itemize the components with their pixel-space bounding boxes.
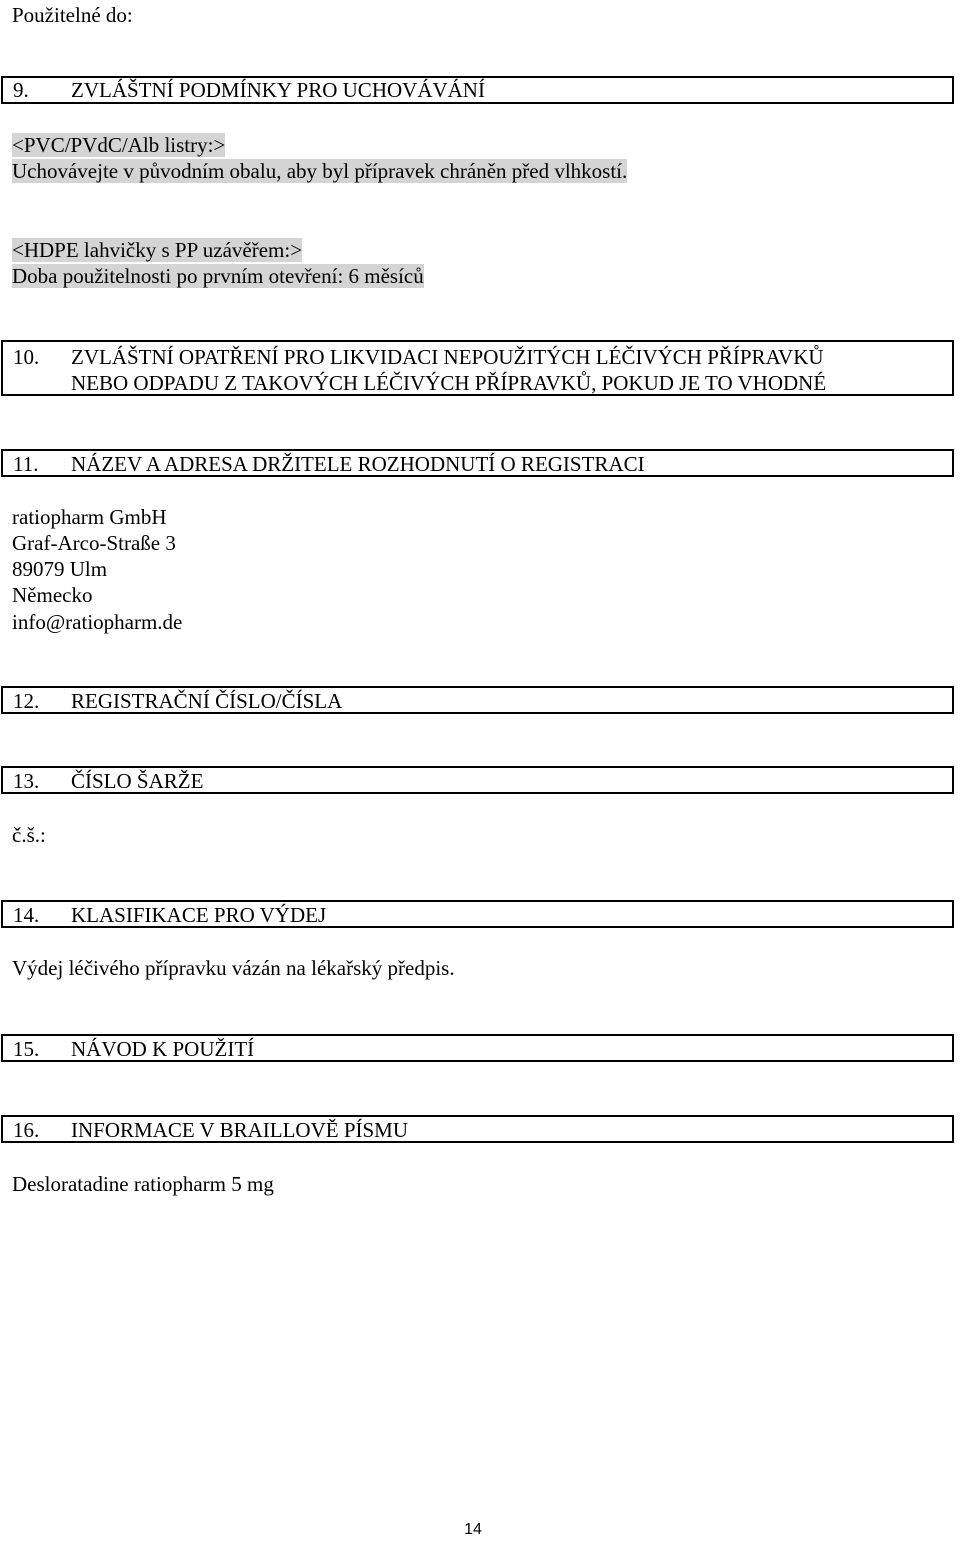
section-13-header — [1, 766, 954, 794]
section-16-title: INFORMACE V BRAILLOVĚ PÍSMU — [71, 1118, 409, 1142]
hdpe-shelf-life-text: Doba použitelnosti po prvním otevření: 6 měsíců — [12, 264, 424, 288]
expiry-label: Použitelné do: — [12, 3, 133, 27]
section-15-title: NÁVOD K POUŽITÍ — [71, 1037, 255, 1061]
section-14-number: 14. — [13, 903, 40, 927]
section-11-header — [1, 449, 954, 477]
section-12-title: REGISTRAČNÍ ČÍSLO/ČÍSLA — [71, 689, 343, 713]
mah-street: Graf-Arco-Straße 3 — [12, 531, 176, 555]
hdpe-label: <HDPE lahvičky s PP uzávěřem:> — [12, 238, 303, 262]
lot-number-label: č.š.: — [12, 823, 46, 847]
section-11-number: 11. — [13, 452, 39, 476]
mah-country: Německo — [12, 583, 93, 607]
section-11-title: NÁZEV A ADRESA DRŽITELE ROZHODNUTÍ O REGISTRACI — [71, 452, 645, 476]
section-16-number: 16. — [13, 1118, 40, 1142]
section-15-header — [1, 1034, 954, 1062]
pvc-label: <PVC/PVdC/Alb listry:> — [12, 133, 226, 157]
section-10-title-line2: NEBO ODPADU Z TAKOVÝCH LÉČIVÝCH PŘÍPRAVKŮ, POKUD JE TO VHODNÉ — [71, 371, 827, 395]
mah-city: 89079 Ulm — [12, 557, 108, 581]
section-9-number: 9. — [13, 78, 29, 102]
section-10-title-line1: ZVLÁŠTNÍ OPATŘENÍ PRO LIKVIDACI NEPOUŽITÝCH LÉČIVÝCH PŘÍPRAVKŮ — [71, 345, 824, 369]
section-15-number: 15. — [13, 1037, 40, 1061]
pvc-storage-text: Uchovávejte v původním obalu, aby byl přípravek chráněn před vlhkostí. — [12, 159, 628, 183]
section-10-header — [1, 340, 954, 396]
section-13-number: 13. — [13, 769, 40, 793]
section-16-header — [1, 1115, 954, 1143]
section-14-header — [1, 900, 954, 928]
page-number: 14 — [464, 1521, 482, 1538]
section-13-title: ČÍSLO ŠARŽE — [71, 769, 204, 793]
section-10-number: 10. — [13, 345, 40, 369]
dispensing-classification-text: Výdej léčivého přípravku vázán na lékařský předpis. — [12, 956, 455, 980]
mah-email: info@ratiopharm.de — [12, 610, 183, 634]
section-9-title: ZVLÁŠTNÍ PODMÍNKY PRO UCHOVÁVÁNÍ — [71, 78, 485, 102]
section-14-title: KLASIFIKACE PRO VÝDEJ — [71, 903, 327, 927]
mah-name: ratiopharm GmbH — [12, 505, 167, 529]
section-12-number: 12. — [13, 689, 40, 713]
braille-text: Desloratadine ratiopharm 5 mg — [12, 1172, 274, 1196]
section-9-header — [1, 76, 954, 104]
section-12-header — [1, 686, 954, 714]
